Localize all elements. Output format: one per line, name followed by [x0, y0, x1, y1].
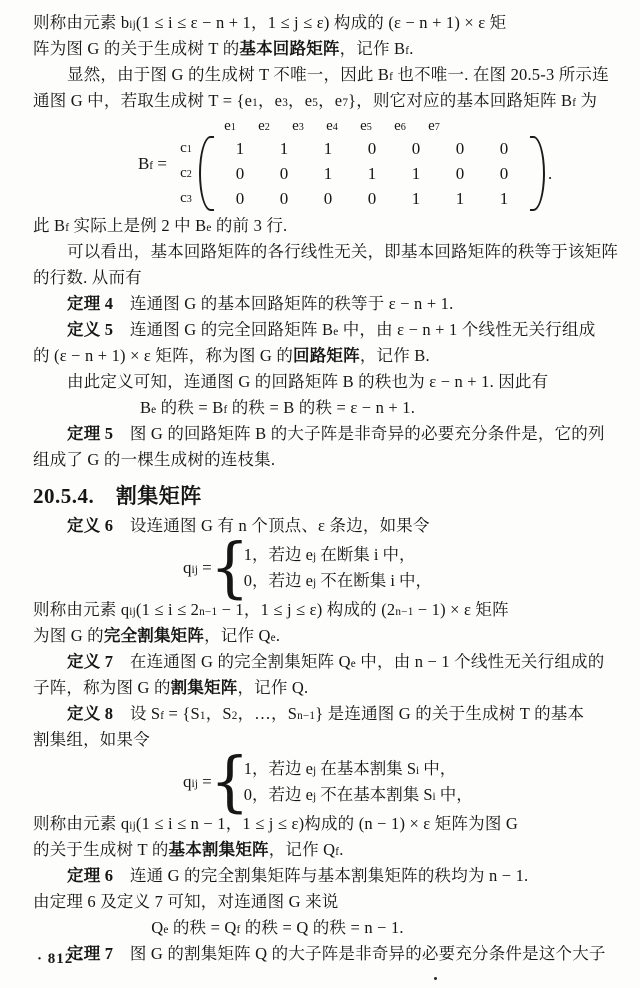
- matrix-cell: 0: [455, 139, 465, 158]
- para6-line2: 为图 G 的完全割集矩阵，记作 $Q_e$.: [33, 626, 281, 645]
- right-paren: [530, 136, 545, 211]
- scan-speck: [434, 977, 437, 980]
- case-line: 0，若边 $e_j$ 不在基本割集 $S_i$ 中，: [243, 785, 473, 804]
- definition-5-line1: 定义 5 连通图 G 的完全回路矩阵 $B_e$ 中，由 ε − n + 1 个线性无关行组成: [67, 320, 596, 339]
- case-line: 1，若边 $e_j$ 在断集 i 中，: [243, 545, 416, 564]
- matrix-cell: 1: [367, 164, 377, 183]
- definition-8-line1: 定义 8 设 $S_f = \{S_1$，$S_2$，…，$S_{n-1}$} 是连通图 G 的关于生成树 T 的基本: [67, 704, 585, 723]
- matrix-cell: 0: [235, 164, 245, 183]
- matrix-cell: 1: [455, 189, 465, 208]
- matrix-cell: 0: [499, 164, 509, 183]
- theorem-5-line1: 定理 5 图 G 的回路矩阵 B 的大子阵是非奇异的必要充分条件是，它的列: [67, 424, 605, 443]
- matrix-cell: 0: [367, 139, 377, 158]
- matrix-cell: 0: [499, 139, 509, 158]
- para1-line2: 阵为图 G 的关于生成树 T 的基本回路矩阵，记作 $B_f$.: [33, 39, 414, 58]
- para7-line2: 的关于生成树 T 的基本割集矩阵，记作 $Q_f$.: [33, 840, 344, 859]
- matrix-col-header: $e_5$: [360, 118, 372, 134]
- definition-6-line: 定义 6 设连通图 G 有 n 个顶点、ε 条边，如果令: [67, 516, 430, 535]
- matrix-col-header: $e_2$: [258, 118, 270, 134]
- matrix-row: [218, 136, 526, 161]
- matrix-col-header: $e_4$: [326, 118, 338, 134]
- para7-line1: 则称由元素 $q_{ij}(1 \le i \le n - 1$，1 ≤ j ≤ ε)构成的 (n − 1) × ε 矩阵为图 G: [33, 814, 519, 833]
- matrix-row-labels: [173, 136, 199, 211]
- matrix-row-label: $c_2$: [180, 165, 192, 181]
- matrix-col-header: $e_1$: [224, 118, 236, 134]
- matrix-cell: 1: [323, 164, 333, 183]
- fundamental-cut-set-indicator-formula: $q_{ij}$ = { 1，若边 $e_j$ 在基本割集 $S_i$ 中， 0，若边 $e_j$ 不在基本割集 $S_i$ 中，: [183, 743, 473, 820]
- matrix-col-header: $e_6$: [394, 118, 406, 134]
- matrix-cell: 0: [323, 189, 333, 208]
- matrix-row: [218, 186, 526, 211]
- para2-line1: 显然，由于图 G 的生成树 T 不唯一，因此 $B_f$ 也不唯一. 在图 20.5-3 所示连: [67, 65, 609, 84]
- section-heading: 20.5.4. 割集矩阵: [33, 484, 202, 508]
- definition-5-line2: 的 (ε − n + 1) × ε 矩阵，称为图 G 的回路矩阵，记作 B.: [33, 346, 430, 365]
- definition-7-line2: 子阵，称为图 G 的割集矩阵，记作 Q.: [33, 678, 309, 697]
- para6-line1: 则称由元素 $q_{ij}(1 \le i \le 2^{n-1} - 1$，1 ≤ j ≤ ε) 构成的 $(2^{n-1} - 1) \times \varepsilon$ 矩阵: [33, 600, 509, 619]
- matrix-cell: 1: [323, 139, 333, 158]
- matrix-column-headers: [213, 116, 552, 136]
- matrix-body: [173, 116, 552, 211]
- matrix-cell: 0: [411, 139, 421, 158]
- formula-lhs: $q_{ij}$ =: [183, 772, 212, 791]
- para1-line1: 则称由元素 $b_{ij}(1 \le i \le \varepsilon - n + 1$，1 ≤ j ≤ ε) 构成的 (ε − n + 1) × ε 矩: [33, 13, 507, 32]
- matrix-row: [218, 161, 526, 186]
- matrix-cell: 0: [279, 189, 289, 208]
- matrix-entries: [214, 136, 530, 211]
- case-line: 0，若边 $e_j$ 不在断集 i 中，: [243, 571, 433, 590]
- para2-line2: 通图 G 中，若取生成树 $T = \{e_1$，$e_3$，$e_5$，$e_7$}，则它对应的基本回路矩阵 $B_f$ 为: [33, 91, 598, 110]
- formula-cases: [240, 542, 432, 594]
- rank-equation-cutset: $Q_e$ 的秩 = $Q_f$ 的秩 = Q 的秩 = n − 1.: [151, 918, 404, 937]
- matrix-lhs: $B_f$ =: [137, 153, 167, 173]
- matrix-suffix-period: .: [548, 163, 553, 183]
- matrix-cell: 1: [235, 139, 245, 158]
- para8-line: 由定理 6 及定义 7 可知，对连通图 G 来说: [33, 892, 339, 911]
- case-line: 1，若边 $e_j$ 在基本割集 $S_i$ 中，: [243, 759, 457, 778]
- cut-set-indicator-formula: $q_{ij}$ = { 1，若边 $e_j$ 在断集 i 中， 0，若边 $e_j$ 不在断集 i 中，: [183, 529, 433, 606]
- matrix-row-label: $c_1$: [180, 140, 192, 156]
- definition-8-line2: 割集组，如果令: [33, 730, 150, 749]
- matrix-col-header: $e_3$: [292, 118, 304, 134]
- theorem-5-line2: 组成了 G 的一棵生成树的连枝集.: [33, 450, 276, 469]
- para5-line: 由此定义可知，连通图 G 的回路矩阵 B 的秩也为 ε − n + 1. 因此有: [67, 372, 549, 391]
- basic-circuit-matrix-equation: [111, 116, 612, 211]
- rank-equation-circuit: $B_e$ 的秩 = $B_f$ 的秩 = B 的秩 = ε − n + 1.: [139, 398, 416, 417]
- matrix-cell: 1: [411, 189, 421, 208]
- formula-lhs: $q_{ij}$ =: [183, 558, 212, 577]
- theorem-6-line: 定理 6 连通 G 的完全割集矩阵与基本割集矩阵的秩均为 n − 1.: [67, 866, 529, 885]
- left-paren: [199, 136, 214, 211]
- para3-line: 此 $B_f$ 实际上是例 2 中 $B_e$ 的前 3 行.: [33, 216, 288, 235]
- matrix-cell: 0: [367, 189, 377, 208]
- definition-7-line1: 定义 7 在连通图 G 的完全割集矩阵 $Q_e$ 中，由 n − 1 个线性无关行组成的: [67, 652, 605, 671]
- matrix-cell: 0: [235, 189, 245, 208]
- matrix-cell: 1: [279, 139, 289, 158]
- theorem-4-line: 定理 4 连通图 G 的基本回路矩阵的秩等于 ε − n + 1.: [67, 294, 454, 313]
- matrix-cell: 0: [455, 164, 465, 183]
- theorem-7-line: 定理 7 图 G 的割集矩阵 Q 的大子阵是非奇异的必要充分条件是这个大子: [67, 944, 606, 963]
- para4-line2: 的行数. 从而有: [33, 268, 142, 287]
- matrix-cell: 0: [279, 164, 289, 183]
- matrix-cell: 1: [499, 189, 509, 208]
- matrix-col-header: $e_7$: [428, 118, 440, 134]
- page-number: · 812 ·: [37, 951, 85, 967]
- formula-cases: [240, 756, 473, 808]
- para4-line1: 可以看出，基本回路矩阵的各行线性无关，即基本回路矩阵的秩等于该矩阵: [67, 242, 619, 261]
- matrix-row-label: $c_3$: [180, 190, 192, 206]
- matrix-cell: 1: [411, 164, 421, 183]
